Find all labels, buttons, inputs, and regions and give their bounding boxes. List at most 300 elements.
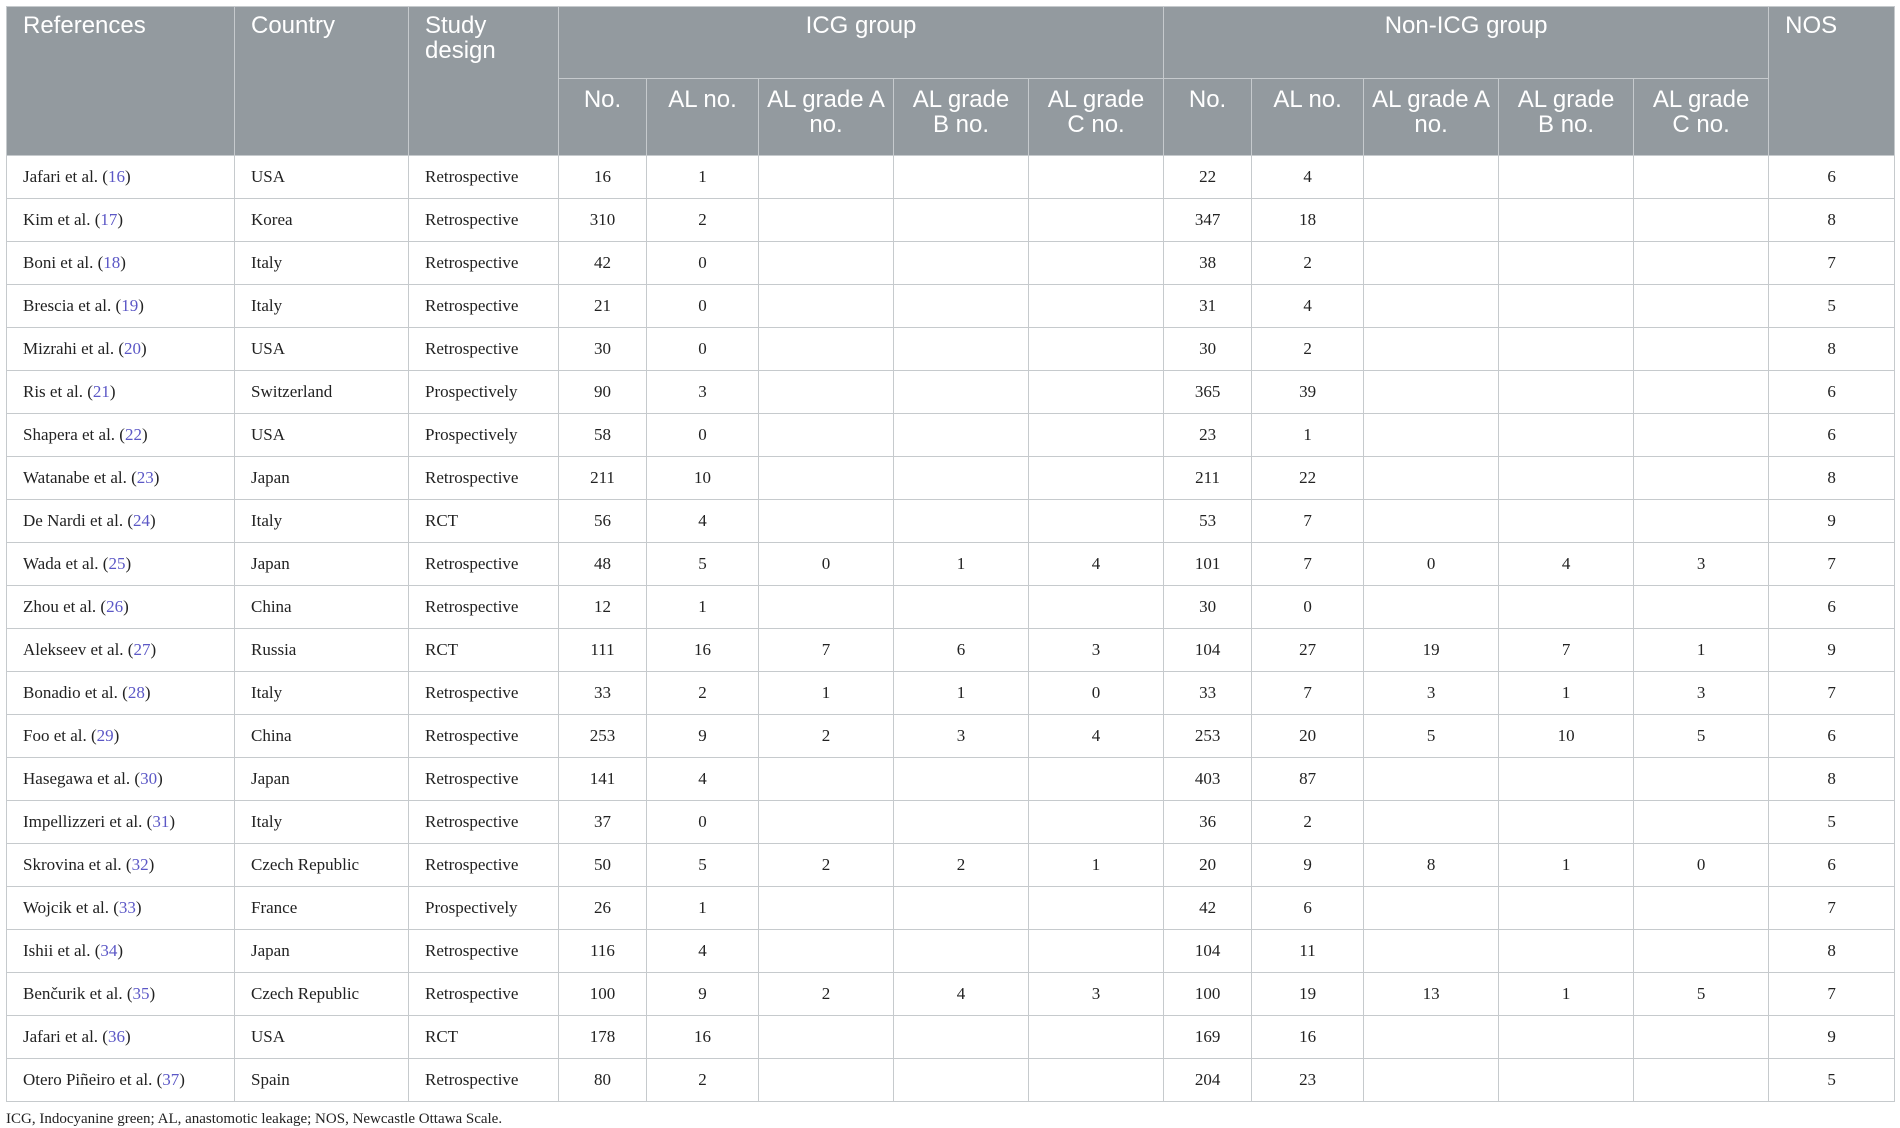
reference-author: Jafari et al. ( bbox=[23, 167, 108, 186]
cell-non-b bbox=[1499, 242, 1634, 285]
header-nos: NOS bbox=[1769, 7, 1895, 156]
cell-country: Russia bbox=[235, 629, 409, 672]
cell-icg-a bbox=[759, 285, 894, 328]
cell-non-al: 11 bbox=[1252, 930, 1364, 973]
cell-icg-al: 4 bbox=[647, 758, 759, 801]
cell-non-al: 22 bbox=[1252, 457, 1364, 500]
cell-icg-no: 48 bbox=[559, 543, 647, 586]
cell-icg-no: 211 bbox=[559, 457, 647, 500]
cell-icg-c bbox=[1029, 242, 1164, 285]
table-row bbox=[7, 844, 1895, 887]
cell-icg-b bbox=[894, 457, 1029, 500]
cell-design: Retrospective bbox=[409, 1059, 559, 1102]
cell-reference bbox=[7, 973, 235, 1016]
reference-link[interactable]: 24 bbox=[132, 511, 150, 530]
cell-icg-c bbox=[1029, 457, 1164, 500]
cell-icg-c bbox=[1029, 199, 1164, 242]
cell-icg-a bbox=[759, 156, 894, 199]
cell-icg-c: 0 bbox=[1029, 672, 1164, 715]
cell-design: Retrospective bbox=[409, 844, 559, 887]
cell-non-c bbox=[1634, 242, 1769, 285]
cell-icg-al: 1 bbox=[647, 887, 759, 930]
header-icg-al-grade-a: AL grade A no. bbox=[759, 79, 894, 156]
cell-icg-c bbox=[1029, 801, 1164, 844]
cell-icg-b: 4 bbox=[894, 973, 1029, 1016]
cell-icg-a bbox=[759, 199, 894, 242]
cell-nos: 6 bbox=[1769, 844, 1895, 887]
cell-country: China bbox=[235, 586, 409, 629]
cell-icg-no: 16 bbox=[559, 156, 647, 199]
cell-icg-al: 16 bbox=[647, 629, 759, 672]
cell-icg-al: 1 bbox=[647, 586, 759, 629]
reference-link[interactable]: 25 bbox=[108, 554, 126, 573]
cell-country: Japan bbox=[235, 543, 409, 586]
reference-link[interactable]: 35 bbox=[132, 984, 150, 1003]
reference-close-paren: ) bbox=[113, 726, 120, 745]
cell-non-no: 38 bbox=[1164, 242, 1252, 285]
cell-reference bbox=[7, 371, 235, 414]
cell-icg-b bbox=[894, 199, 1029, 242]
reference-link[interactable]: 20 bbox=[124, 339, 142, 358]
reference-link[interactable]: 28 bbox=[127, 683, 145, 702]
cell-non-c bbox=[1634, 586, 1769, 629]
cell-reference bbox=[7, 242, 235, 285]
cell-design: Retrospective bbox=[409, 285, 559, 328]
cell-icg-c bbox=[1029, 1059, 1164, 1102]
table-container bbox=[6, 6, 1894, 1128]
cell-icg-b bbox=[894, 758, 1029, 801]
reference-link[interactable]: 16 bbox=[107, 167, 125, 186]
header-non-icg-group: Non-ICG group bbox=[1164, 7, 1769, 79]
cell-non-a bbox=[1364, 930, 1499, 973]
cell-icg-no: 33 bbox=[559, 672, 647, 715]
cell-icg-c bbox=[1029, 930, 1164, 973]
cell-icg-al: 5 bbox=[647, 844, 759, 887]
reference-close-paren: ) bbox=[157, 769, 163, 788]
cell-nos: 7 bbox=[1769, 973, 1895, 1016]
cell-country: USA bbox=[235, 328, 409, 371]
cell-icg-a bbox=[759, 242, 894, 285]
reference-close-paren: ) bbox=[109, 382, 116, 401]
cell-non-b bbox=[1499, 758, 1634, 801]
cell-icg-al: 5 bbox=[647, 543, 759, 586]
cell-icg-no: 58 bbox=[559, 414, 647, 457]
header-icg-group: ICG group bbox=[559, 7, 1164, 79]
cell-icg-no: 111 bbox=[559, 629, 647, 672]
cell-icg-al: 16 bbox=[647, 1016, 759, 1059]
cell-icg-b bbox=[894, 1059, 1029, 1102]
cell-icg-no: 100 bbox=[559, 973, 647, 1016]
cell-non-c bbox=[1634, 156, 1769, 199]
cell-icg-no: 21 bbox=[559, 285, 647, 328]
cell-non-b bbox=[1499, 371, 1634, 414]
cell-design: Retrospective bbox=[409, 156, 559, 199]
cell-icg-al: 1 bbox=[647, 156, 759, 199]
cell-nos: 7 bbox=[1769, 887, 1895, 930]
cell-icg-c bbox=[1029, 887, 1164, 930]
cell-icg-c bbox=[1029, 285, 1164, 328]
cell-icg-al: 9 bbox=[647, 973, 759, 1016]
cell-reference bbox=[7, 887, 235, 930]
header-icg-al-no: AL no. bbox=[647, 79, 759, 156]
cell-icg-a bbox=[759, 801, 894, 844]
cell-non-b: 1 bbox=[1499, 672, 1634, 715]
table-row bbox=[7, 672, 1895, 715]
cell-nos: 6 bbox=[1769, 156, 1895, 199]
cell-non-no: 253 bbox=[1164, 715, 1252, 758]
cell-reference bbox=[7, 801, 235, 844]
reference-close-paren: ) bbox=[124, 167, 131, 186]
reference-author: Jafari et al. ( bbox=[23, 1027, 108, 1046]
cell-non-c bbox=[1634, 500, 1769, 543]
cell-icg-a: 2 bbox=[759, 844, 894, 887]
cell-non-no: 101 bbox=[1164, 543, 1252, 586]
cell-design: Retrospective bbox=[409, 973, 559, 1016]
table-row bbox=[7, 801, 1895, 844]
cell-nos: 9 bbox=[1769, 500, 1895, 543]
cell-non-a bbox=[1364, 586, 1499, 629]
cell-non-c: 0 bbox=[1634, 844, 1769, 887]
cell-nos: 7 bbox=[1769, 672, 1895, 715]
cell-design: Retrospective bbox=[409, 328, 559, 371]
cell-reference bbox=[7, 758, 235, 801]
cell-non-b bbox=[1499, 457, 1634, 500]
header-non-icg-no: No. bbox=[1164, 79, 1252, 156]
cell-nos: 8 bbox=[1769, 758, 1895, 801]
header-non-icg-al-no: AL no. bbox=[1252, 79, 1364, 156]
cell-icg-al: 0 bbox=[647, 414, 759, 457]
table-row bbox=[7, 328, 1895, 371]
reference-close-paren: ) bbox=[149, 984, 156, 1003]
cell-reference bbox=[7, 586, 235, 629]
cell-icg-no: 30 bbox=[559, 328, 647, 371]
reference-link[interactable]: 30 bbox=[140, 769, 158, 788]
cell-non-b bbox=[1499, 930, 1634, 973]
cell-design: Retrospective bbox=[409, 930, 559, 973]
cell-icg-c bbox=[1029, 328, 1164, 371]
cell-icg-c bbox=[1029, 500, 1164, 543]
cell-non-no: 347 bbox=[1164, 199, 1252, 242]
cell-non-no: 104 bbox=[1164, 629, 1252, 672]
reference-close-paren: ) bbox=[135, 898, 142, 917]
cell-non-b bbox=[1499, 1059, 1634, 1102]
table-footnote: ICG, Indocyanine green; AL, anastomotic leakage; NOS, Newcastle Ottawa Scale. bbox=[6, 1111, 503, 1127]
cell-non-no: 169 bbox=[1164, 1016, 1252, 1059]
cell-icg-a bbox=[759, 887, 894, 930]
cell-non-al: 7 bbox=[1252, 500, 1364, 543]
cell-country: Czech Republic bbox=[235, 973, 409, 1016]
cell-non-al: 16 bbox=[1252, 1016, 1364, 1059]
cell-country: France bbox=[235, 887, 409, 930]
table-row bbox=[7, 887, 1895, 930]
cell-non-no: 365 bbox=[1164, 371, 1252, 414]
cell-reference bbox=[7, 715, 235, 758]
table-row bbox=[7, 500, 1895, 543]
reference-link[interactable]: 27 bbox=[133, 640, 151, 659]
table-row bbox=[7, 586, 1895, 629]
cell-nos: 5 bbox=[1769, 801, 1895, 844]
reference-close-paren: ) bbox=[144, 683, 151, 702]
cell-country: Italy bbox=[235, 801, 409, 844]
cell-icg-a bbox=[759, 1059, 894, 1102]
cell-icg-b bbox=[894, 371, 1029, 414]
cell-non-c bbox=[1634, 930, 1769, 973]
cell-non-b: 10 bbox=[1499, 715, 1634, 758]
cell-non-a bbox=[1364, 1059, 1499, 1102]
cell-icg-b bbox=[894, 930, 1029, 973]
cell-icg-a: 7 bbox=[759, 629, 894, 672]
cell-icg-c bbox=[1029, 1016, 1164, 1059]
cell-icg-b: 1 bbox=[894, 543, 1029, 586]
cell-icg-b bbox=[894, 156, 1029, 199]
cell-non-a: 3 bbox=[1364, 672, 1499, 715]
cell-non-c: 3 bbox=[1634, 672, 1769, 715]
reference-link[interactable]: 29 bbox=[96, 726, 114, 745]
cell-non-a bbox=[1364, 500, 1499, 543]
cell-icg-no: 90 bbox=[559, 371, 647, 414]
header-non-icg-al-grade-b: AL grade B no. bbox=[1499, 79, 1634, 156]
cell-icg-a bbox=[759, 930, 894, 973]
table-row bbox=[7, 1059, 1895, 1102]
cell-non-al: 2 bbox=[1252, 801, 1364, 844]
cell-design: Prospectively bbox=[409, 414, 559, 457]
cell-non-c: 1 bbox=[1634, 629, 1769, 672]
reference-close-paren: ) bbox=[179, 1070, 185, 1089]
cell-icg-no: 310 bbox=[559, 199, 647, 242]
reference-close-paren: ) bbox=[138, 296, 144, 315]
table-row bbox=[7, 242, 1895, 285]
cell-non-no: 33 bbox=[1164, 672, 1252, 715]
cell-icg-c bbox=[1029, 586, 1164, 629]
header-non-icg-al-grade-a: AL grade A no. bbox=[1364, 79, 1499, 156]
cell-icg-a bbox=[759, 414, 894, 457]
reference-close-paren: ) bbox=[117, 210, 124, 229]
cell-country: USA bbox=[235, 156, 409, 199]
cell-non-a bbox=[1364, 285, 1499, 328]
cell-icg-no: 253 bbox=[559, 715, 647, 758]
cell-nos: 6 bbox=[1769, 715, 1895, 758]
cell-non-no: 22 bbox=[1164, 156, 1252, 199]
cell-country: USA bbox=[235, 1016, 409, 1059]
cell-icg-a bbox=[759, 457, 894, 500]
cell-non-a bbox=[1364, 887, 1499, 930]
cell-reference bbox=[7, 543, 235, 586]
cell-icg-al: 0 bbox=[647, 242, 759, 285]
cell-reference bbox=[7, 328, 235, 371]
cell-icg-b bbox=[894, 328, 1029, 371]
cell-icg-a: 2 bbox=[759, 973, 894, 1016]
reference-link[interactable]: 18 bbox=[103, 253, 121, 272]
reference-link[interactable]: 19 bbox=[121, 296, 139, 315]
cell-non-b bbox=[1499, 199, 1634, 242]
reference-close-paren: ) bbox=[141, 339, 147, 358]
cell-non-al: 6 bbox=[1252, 887, 1364, 930]
reference-author: Ris et al. ( bbox=[23, 382, 93, 401]
cell-icg-a bbox=[759, 586, 894, 629]
cell-non-c: 3 bbox=[1634, 543, 1769, 586]
cell-reference bbox=[7, 930, 235, 973]
reference-link[interactable]: 17 bbox=[100, 210, 118, 229]
cell-non-no: 53 bbox=[1164, 500, 1252, 543]
cell-icg-b: 3 bbox=[894, 715, 1029, 758]
cell-non-al: 4 bbox=[1252, 285, 1364, 328]
cell-icg-al: 2 bbox=[647, 672, 759, 715]
table-row bbox=[7, 371, 1895, 414]
reference-close-paren: ) bbox=[120, 253, 126, 272]
reference-author: Wada et al. ( bbox=[23, 554, 109, 573]
reference-author: De Nardi et al. ( bbox=[23, 511, 133, 530]
reference-link[interactable]: 21 bbox=[92, 382, 110, 401]
cell-non-a bbox=[1364, 156, 1499, 199]
cell-icg-b: 2 bbox=[894, 844, 1029, 887]
cell-icg-al: 9 bbox=[647, 715, 759, 758]
cell-icg-a bbox=[759, 500, 894, 543]
table-row bbox=[7, 1016, 1895, 1059]
reference-author: Otero Piñeiro et al. ( bbox=[23, 1070, 163, 1089]
cell-non-b bbox=[1499, 801, 1634, 844]
cell-nos: 6 bbox=[1769, 586, 1895, 629]
cell-icg-b bbox=[894, 887, 1029, 930]
cell-icg-al: 4 bbox=[647, 500, 759, 543]
cell-icg-a: 1 bbox=[759, 672, 894, 715]
cell-icg-b bbox=[894, 500, 1029, 543]
cell-country: Japan bbox=[235, 457, 409, 500]
reference-link[interactable]: 26 bbox=[106, 597, 124, 616]
cell-non-c bbox=[1634, 1059, 1769, 1102]
cell-non-c bbox=[1634, 371, 1769, 414]
cell-non-c bbox=[1634, 457, 1769, 500]
reference-link[interactable]: 32 bbox=[131, 855, 149, 874]
table-row bbox=[7, 285, 1895, 328]
cell-design: Retrospective bbox=[409, 242, 559, 285]
cell-icg-al: 0 bbox=[647, 801, 759, 844]
cell-nos: 5 bbox=[1769, 285, 1895, 328]
cell-non-c bbox=[1634, 285, 1769, 328]
cell-reference bbox=[7, 500, 235, 543]
cell-design: Prospectively bbox=[409, 887, 559, 930]
table-row bbox=[7, 930, 1895, 973]
cell-design: Retrospective bbox=[409, 457, 559, 500]
cell-icg-al: 2 bbox=[647, 199, 759, 242]
cell-icg-no: 116 bbox=[559, 930, 647, 973]
cell-non-no: 31 bbox=[1164, 285, 1252, 328]
cell-non-a bbox=[1364, 414, 1499, 457]
cell-non-al: 2 bbox=[1252, 328, 1364, 371]
cell-non-a bbox=[1364, 457, 1499, 500]
cell-design: Prospectively bbox=[409, 371, 559, 414]
cell-icg-b bbox=[894, 1016, 1029, 1059]
cell-country: USA bbox=[235, 414, 409, 457]
reference-link[interactable]: 23 bbox=[136, 468, 154, 487]
cell-non-b bbox=[1499, 586, 1634, 629]
reference-link[interactable]: 37 bbox=[162, 1070, 180, 1089]
cell-country: Italy bbox=[235, 285, 409, 328]
cell-design: Retrospective bbox=[409, 199, 559, 242]
cell-design: Retrospective bbox=[409, 758, 559, 801]
cell-non-c bbox=[1634, 1016, 1769, 1059]
reference-link[interactable]: 34 bbox=[100, 941, 118, 960]
cell-non-a: 19 bbox=[1364, 629, 1499, 672]
cell-icg-no: 56 bbox=[559, 500, 647, 543]
cell-non-al: 4 bbox=[1252, 156, 1364, 199]
header-study-design: Study design bbox=[409, 7, 559, 156]
cell-nos: 5 bbox=[1769, 1059, 1895, 1102]
cell-non-a bbox=[1364, 328, 1499, 371]
reference-close-paren: ) bbox=[123, 597, 129, 616]
table-row bbox=[7, 414, 1895, 457]
cell-non-al: 9 bbox=[1252, 844, 1364, 887]
header-icg-al-grade-c: AL grade C no. bbox=[1029, 79, 1164, 156]
cell-icg-c bbox=[1029, 156, 1164, 199]
cell-country: Italy bbox=[235, 672, 409, 715]
cell-icg-no: 50 bbox=[559, 844, 647, 887]
cell-nos: 7 bbox=[1769, 242, 1895, 285]
cell-nos: 8 bbox=[1769, 457, 1895, 500]
cell-non-a bbox=[1364, 758, 1499, 801]
reference-close-paren: ) bbox=[124, 1027, 131, 1046]
cell-icg-b bbox=[894, 414, 1029, 457]
reference-author: Ishii et al. ( bbox=[23, 941, 101, 960]
table-row bbox=[7, 715, 1895, 758]
cell-non-c bbox=[1634, 414, 1769, 457]
cell-non-b: 1 bbox=[1499, 973, 1634, 1016]
reference-author: Hasegawa et al. ( bbox=[23, 769, 141, 788]
cell-non-c bbox=[1634, 199, 1769, 242]
cell-icg-c bbox=[1029, 371, 1164, 414]
cell-non-no: 100 bbox=[1164, 973, 1252, 1016]
cell-design: Retrospective bbox=[409, 715, 559, 758]
cell-non-b bbox=[1499, 1016, 1634, 1059]
reference-close-paren: ) bbox=[169, 812, 175, 831]
cell-reference bbox=[7, 1016, 235, 1059]
cell-non-al: 87 bbox=[1252, 758, 1364, 801]
reference-link[interactable]: 33 bbox=[118, 898, 136, 917]
cell-non-al: 20 bbox=[1252, 715, 1364, 758]
reference-author: Alekseev et al. ( bbox=[23, 640, 134, 659]
cell-non-al: 18 bbox=[1252, 199, 1364, 242]
cell-non-b bbox=[1499, 328, 1634, 371]
reference-link[interactable]: 36 bbox=[107, 1027, 125, 1046]
cell-country: Switzerland bbox=[235, 371, 409, 414]
reference-link[interactable]: 31 bbox=[152, 812, 170, 831]
cell-non-al: 19 bbox=[1252, 973, 1364, 1016]
cell-country: Korea bbox=[235, 199, 409, 242]
cell-non-a bbox=[1364, 242, 1499, 285]
table-row bbox=[7, 199, 1895, 242]
cell-icg-a: 2 bbox=[759, 715, 894, 758]
cell-reference bbox=[7, 199, 235, 242]
cell-country: Japan bbox=[235, 930, 409, 973]
table-header bbox=[7, 7, 1895, 156]
cell-design: RCT bbox=[409, 1016, 559, 1059]
cell-non-b bbox=[1499, 414, 1634, 457]
reference-close-paren: ) bbox=[141, 425, 148, 444]
reference-link[interactable]: 22 bbox=[124, 425, 142, 444]
cell-icg-no: 178 bbox=[559, 1016, 647, 1059]
reference-author: Zhou et al. ( bbox=[23, 597, 107, 616]
cell-icg-b bbox=[894, 242, 1029, 285]
cell-icg-al: 3 bbox=[647, 371, 759, 414]
cell-reference bbox=[7, 414, 235, 457]
cell-icg-c bbox=[1029, 758, 1164, 801]
table-row bbox=[7, 758, 1895, 801]
cell-icg-a: 0 bbox=[759, 543, 894, 586]
reference-close-paren: ) bbox=[149, 511, 156, 530]
studies-table bbox=[6, 6, 1895, 1102]
reference-author: Watanabe et al. ( bbox=[23, 468, 137, 487]
cell-non-a bbox=[1364, 1016, 1499, 1059]
cell-icg-c: 3 bbox=[1029, 973, 1164, 1016]
